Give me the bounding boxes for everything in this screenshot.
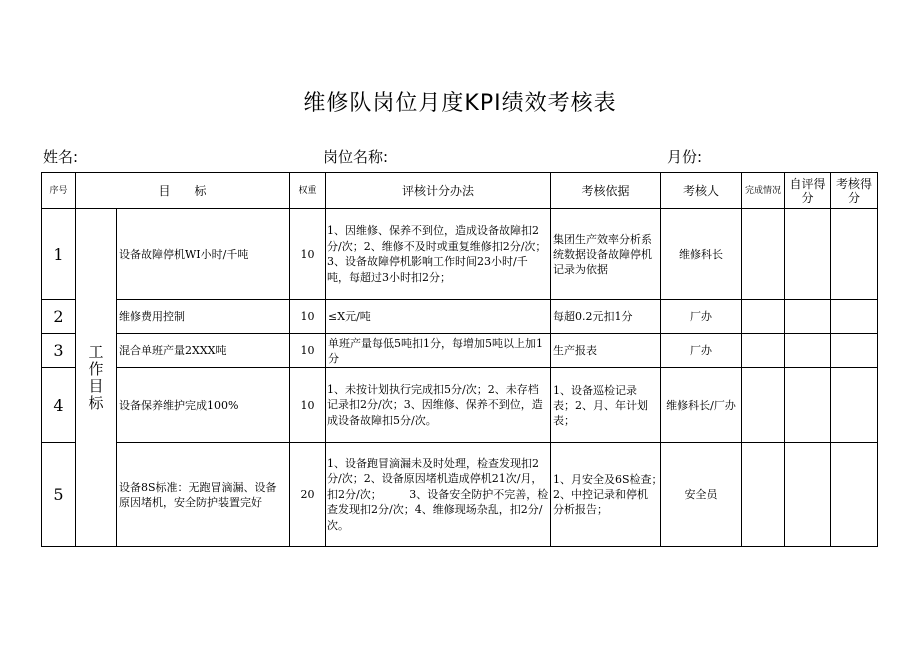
header-completion: 完成情况 — [742, 173, 785, 209]
row-basis: 每超0.2元扣1分 — [551, 300, 661, 334]
row-self-score[interactable] — [785, 368, 831, 443]
header-basis: 考核依据 — [551, 173, 661, 209]
header-weight: 权重 — [290, 173, 326, 209]
page-title: 维修队岗位月度KPI绩效考核表 — [303, 91, 617, 116]
row-assessor: 维修科长 — [661, 209, 742, 300]
header-goal: 目 标 — [76, 173, 290, 209]
row-weight: 10 — [290, 334, 326, 368]
row-weight: 10 — [290, 209, 326, 300]
row-method: 1、设备跑冒滴漏未及时处理，检查发现扣2分/次；2、设备原因堵机造成停机21次/月，扣2分/次； 3、设备安全防护不完善，检查发现扣2分/次；4、维修现场杂乱，扣2分/次。 — [326, 443, 551, 547]
kpi-table — [41, 172, 878, 547]
row-self-score[interactable] — [785, 209, 831, 300]
month-label: 月份: — [667, 148, 703, 166]
header-row — [42, 173, 878, 209]
row-weight: 20 — [290, 443, 326, 547]
row-assessor: 厂办 — [661, 334, 742, 368]
row-completion[interactable] — [742, 443, 785, 547]
row-weight: 10 — [290, 300, 326, 334]
row-goal: 设备故障停机WI小时/千吨 — [117, 209, 290, 300]
section-label-text: 工作目标 — [88, 342, 104, 412]
table-row — [42, 209, 878, 300]
header-method: 评核计分办法 — [326, 173, 551, 209]
row-method: 单班产量每低5吨扣1分，每增加5吨以上加1分 — [326, 334, 551, 368]
row-review-score[interactable] — [831, 334, 878, 368]
row-method: 1、因维修、保养不到位，造成设备故障扣2分/次；2、维修不及时或重复维修扣2分/次；3、设备故障停机影响工作时间23小时/千吨，每超过3小时扣2分； — [326, 209, 551, 300]
row-completion[interactable] — [742, 334, 785, 368]
table-row — [42, 300, 878, 334]
table-row — [42, 443, 878, 547]
row-basis: 集团生产效率分析系统数据设备故障停机记录为依据 — [551, 209, 661, 300]
row-completion[interactable] — [742, 300, 785, 334]
row-review-score[interactable] — [831, 443, 878, 547]
row-seq: 5 — [42, 443, 76, 547]
header-review-score: 考核得分 — [831, 173, 878, 209]
row-seq: 2 — [42, 300, 76, 334]
row-basis: 1、设备巡检记录表；2、月、年计划表； — [551, 368, 661, 443]
row-completion[interactable] — [742, 209, 785, 300]
row-review-score[interactable] — [831, 368, 878, 443]
row-assessor: 厂办 — [661, 300, 742, 334]
table-row — [42, 368, 878, 443]
section-label — [76, 209, 117, 547]
table-row — [42, 334, 878, 368]
row-method: ≤X元/吨 — [326, 300, 551, 334]
row-seq: 3 — [42, 334, 76, 368]
row-assessor: 安全员 — [661, 443, 742, 547]
row-self-score[interactable] — [785, 443, 831, 547]
row-weight: 10 — [290, 368, 326, 443]
row-seq: 1 — [42, 209, 76, 300]
row-goal: 设备保养维护完成100% — [117, 368, 290, 443]
row-seq: 4 — [42, 368, 76, 443]
row-goal: 维修费用控制 — [117, 300, 290, 334]
row-goal: 设备8S标准：无跑冒滴漏、设备原因堵机，安全防护装置完好 — [117, 443, 290, 547]
post-label: 岗位名称: — [323, 148, 389, 166]
header-assessor: 考核人 — [661, 173, 742, 209]
row-self-score[interactable] — [785, 334, 831, 368]
row-method: 1、未按计划执行完成扣5分/次；2、未存档记录扣2分/次；3、因维修、保养不到位，造成设备故障扣5分/次。 — [326, 368, 551, 443]
name-label: 姓名: — [43, 148, 79, 166]
header-self-score: 自评得分 — [785, 173, 831, 209]
row-review-score[interactable] — [831, 300, 878, 334]
row-basis: 生产报表 — [551, 334, 661, 368]
row-completion[interactable] — [742, 368, 785, 443]
row-review-score[interactable] — [831, 209, 878, 300]
row-goal: 混合单班产量2XXX吨 — [117, 334, 290, 368]
row-assessor: 维修科长/厂办 — [661, 368, 742, 443]
row-self-score[interactable] — [785, 300, 831, 334]
row-basis: 1、月安全及6S检查； 2、中控记录和停机分析报告； — [551, 443, 661, 547]
header-seq: 序号 — [42, 173, 76, 209]
